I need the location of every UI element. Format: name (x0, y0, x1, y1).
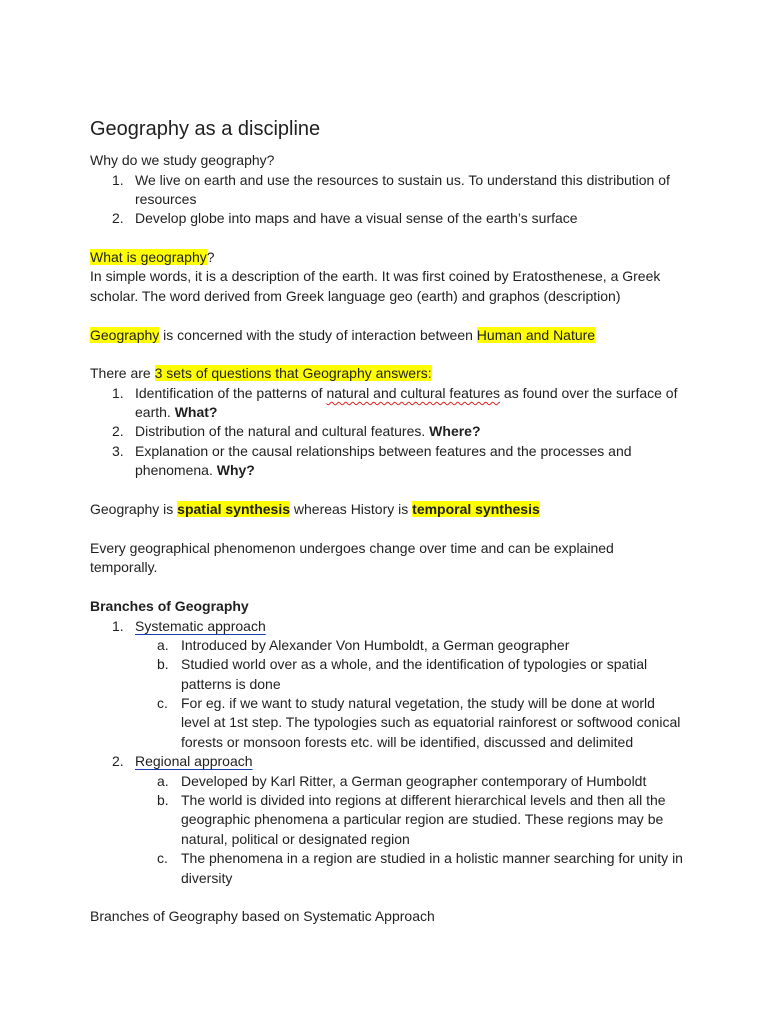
page-title: Geography as a discipline (90, 118, 321, 140)
branches-heading (90, 597, 249, 616)
sub-list-item: Developed by Karl Ritter, a German geographer contemporary of Humboldt (181, 773, 647, 789)
list-item (135, 384, 677, 403)
highlighted-text: 3 sets of questions that Geography answers: (154, 365, 432, 381)
sub-list-item-continued: level at 1st step. The typologies such as equatorial rainforest or softwood conical (181, 714, 681, 730)
concerned-line (90, 326, 595, 345)
list-item: Explanation or the causal relationships between features and the processes and (135, 443, 632, 459)
highlighted-bold-text: spatial synthesis (177, 501, 290, 517)
sub-list-item-continued: natural, political or designated region (181, 831, 410, 847)
list-letter: c. (157, 695, 168, 711)
sub-list-item: The phenomena in a region are studied in a holistic manner searching for unity in (181, 850, 683, 866)
list-number: 2. (112, 753, 124, 769)
list-number: 2. (112, 423, 124, 439)
list-number: 1. (112, 385, 124, 401)
list-item-continued (135, 461, 255, 480)
text-span: as found over the surface of (500, 385, 678, 401)
text-span: Geography is (90, 501, 178, 517)
bold-text: What? (174, 404, 218, 420)
list-number: 3. (112, 443, 124, 459)
sub-list-item-continued: forests or monsoon forests etc. will be identified, discussed and delimited (181, 734, 634, 750)
sub-list-item-continued: patterns is done (181, 676, 281, 692)
why-question: Why do we study geography? (90, 152, 275, 168)
regional-approach-link (135, 752, 253, 771)
sub-list-item: For eg. if we want to study natural vegetation, the study will be done at world (181, 695, 655, 711)
text-span: There are (90, 365, 155, 381)
text-span: is concerned with the study of interaction between (159, 327, 477, 343)
sub-list-item: The world is divided into regions at different hierarchical levels and then all the (181, 792, 666, 808)
definition-line: scholar. The word derived from Greek language geo (earth) and graphos (description) (90, 288, 621, 304)
change-line: temporally. (90, 559, 158, 575)
bold-text: Why? (216, 462, 255, 478)
change-line: Every geographical phenomenon undergoes change over time and can be explained (90, 540, 614, 556)
highlighted-text: Geography (90, 327, 160, 343)
text-span: Distribution of the natural and cultural features. (135, 423, 430, 439)
bold-text: Branches of Geography (90, 598, 249, 614)
questions-intro (90, 364, 432, 383)
text-span: earth. (135, 404, 175, 420)
sub-list-item-continued: geographic phenomena a particular region are studied. These regions may be (181, 811, 664, 827)
bold-text: Where? (429, 423, 481, 439)
text-span: Identification of the patterns of (135, 385, 327, 401)
what-is-geography-line (90, 248, 215, 267)
list-letter: b. (157, 792, 169, 808)
sub-list-item-continued: diversity (181, 870, 233, 886)
text-span: phenomena. (135, 462, 217, 478)
sub-list-item: Studied world over as a whole, and the identification of typologies or spatial (181, 656, 648, 672)
highlighted-bold-text: temporal synthesis (412, 501, 540, 517)
list-letter: a. (157, 773, 169, 789)
list-item-continued (135, 403, 217, 422)
sub-list-item: Introduced by Alexander Von Humboldt, a German geographer (181, 637, 570, 653)
highlighted-text: Human and Nature (476, 327, 596, 343)
list-item-continued: resources (135, 191, 197, 207)
list-letter: b. (157, 656, 169, 672)
list-item: Develop globe into maps and have a visual sense of the earth’s surface (135, 210, 578, 226)
underlined-text: Systematic approach (135, 618, 266, 634)
list-item (135, 422, 481, 441)
synthesis-line (90, 500, 540, 519)
highlighted-text: What is geography (90, 249, 207, 265)
list-number: 1. (112, 618, 124, 634)
text-span: whereas History is (290, 501, 413, 517)
list-number: 1. (112, 172, 124, 188)
closing-line: Branches of Geography based on Systematic Approach (90, 908, 435, 924)
systematic-approach-link (135, 617, 266, 636)
list-number: 2. (112, 210, 124, 226)
text-span: ? (206, 249, 215, 265)
list-letter: a. (157, 637, 169, 653)
underlined-text: Regional approach (135, 753, 253, 769)
spellcheck-underlined-text: natural and cultural features (326, 385, 501, 401)
list-letter: c. (157, 850, 168, 866)
definition-line: In simple words, it is a description of the earth. It was first coined by Eratosthenese, a Greek (90, 268, 661, 284)
list-item: We live on earth and use the resources to sustain us. To understand this distribution of (135, 172, 670, 188)
